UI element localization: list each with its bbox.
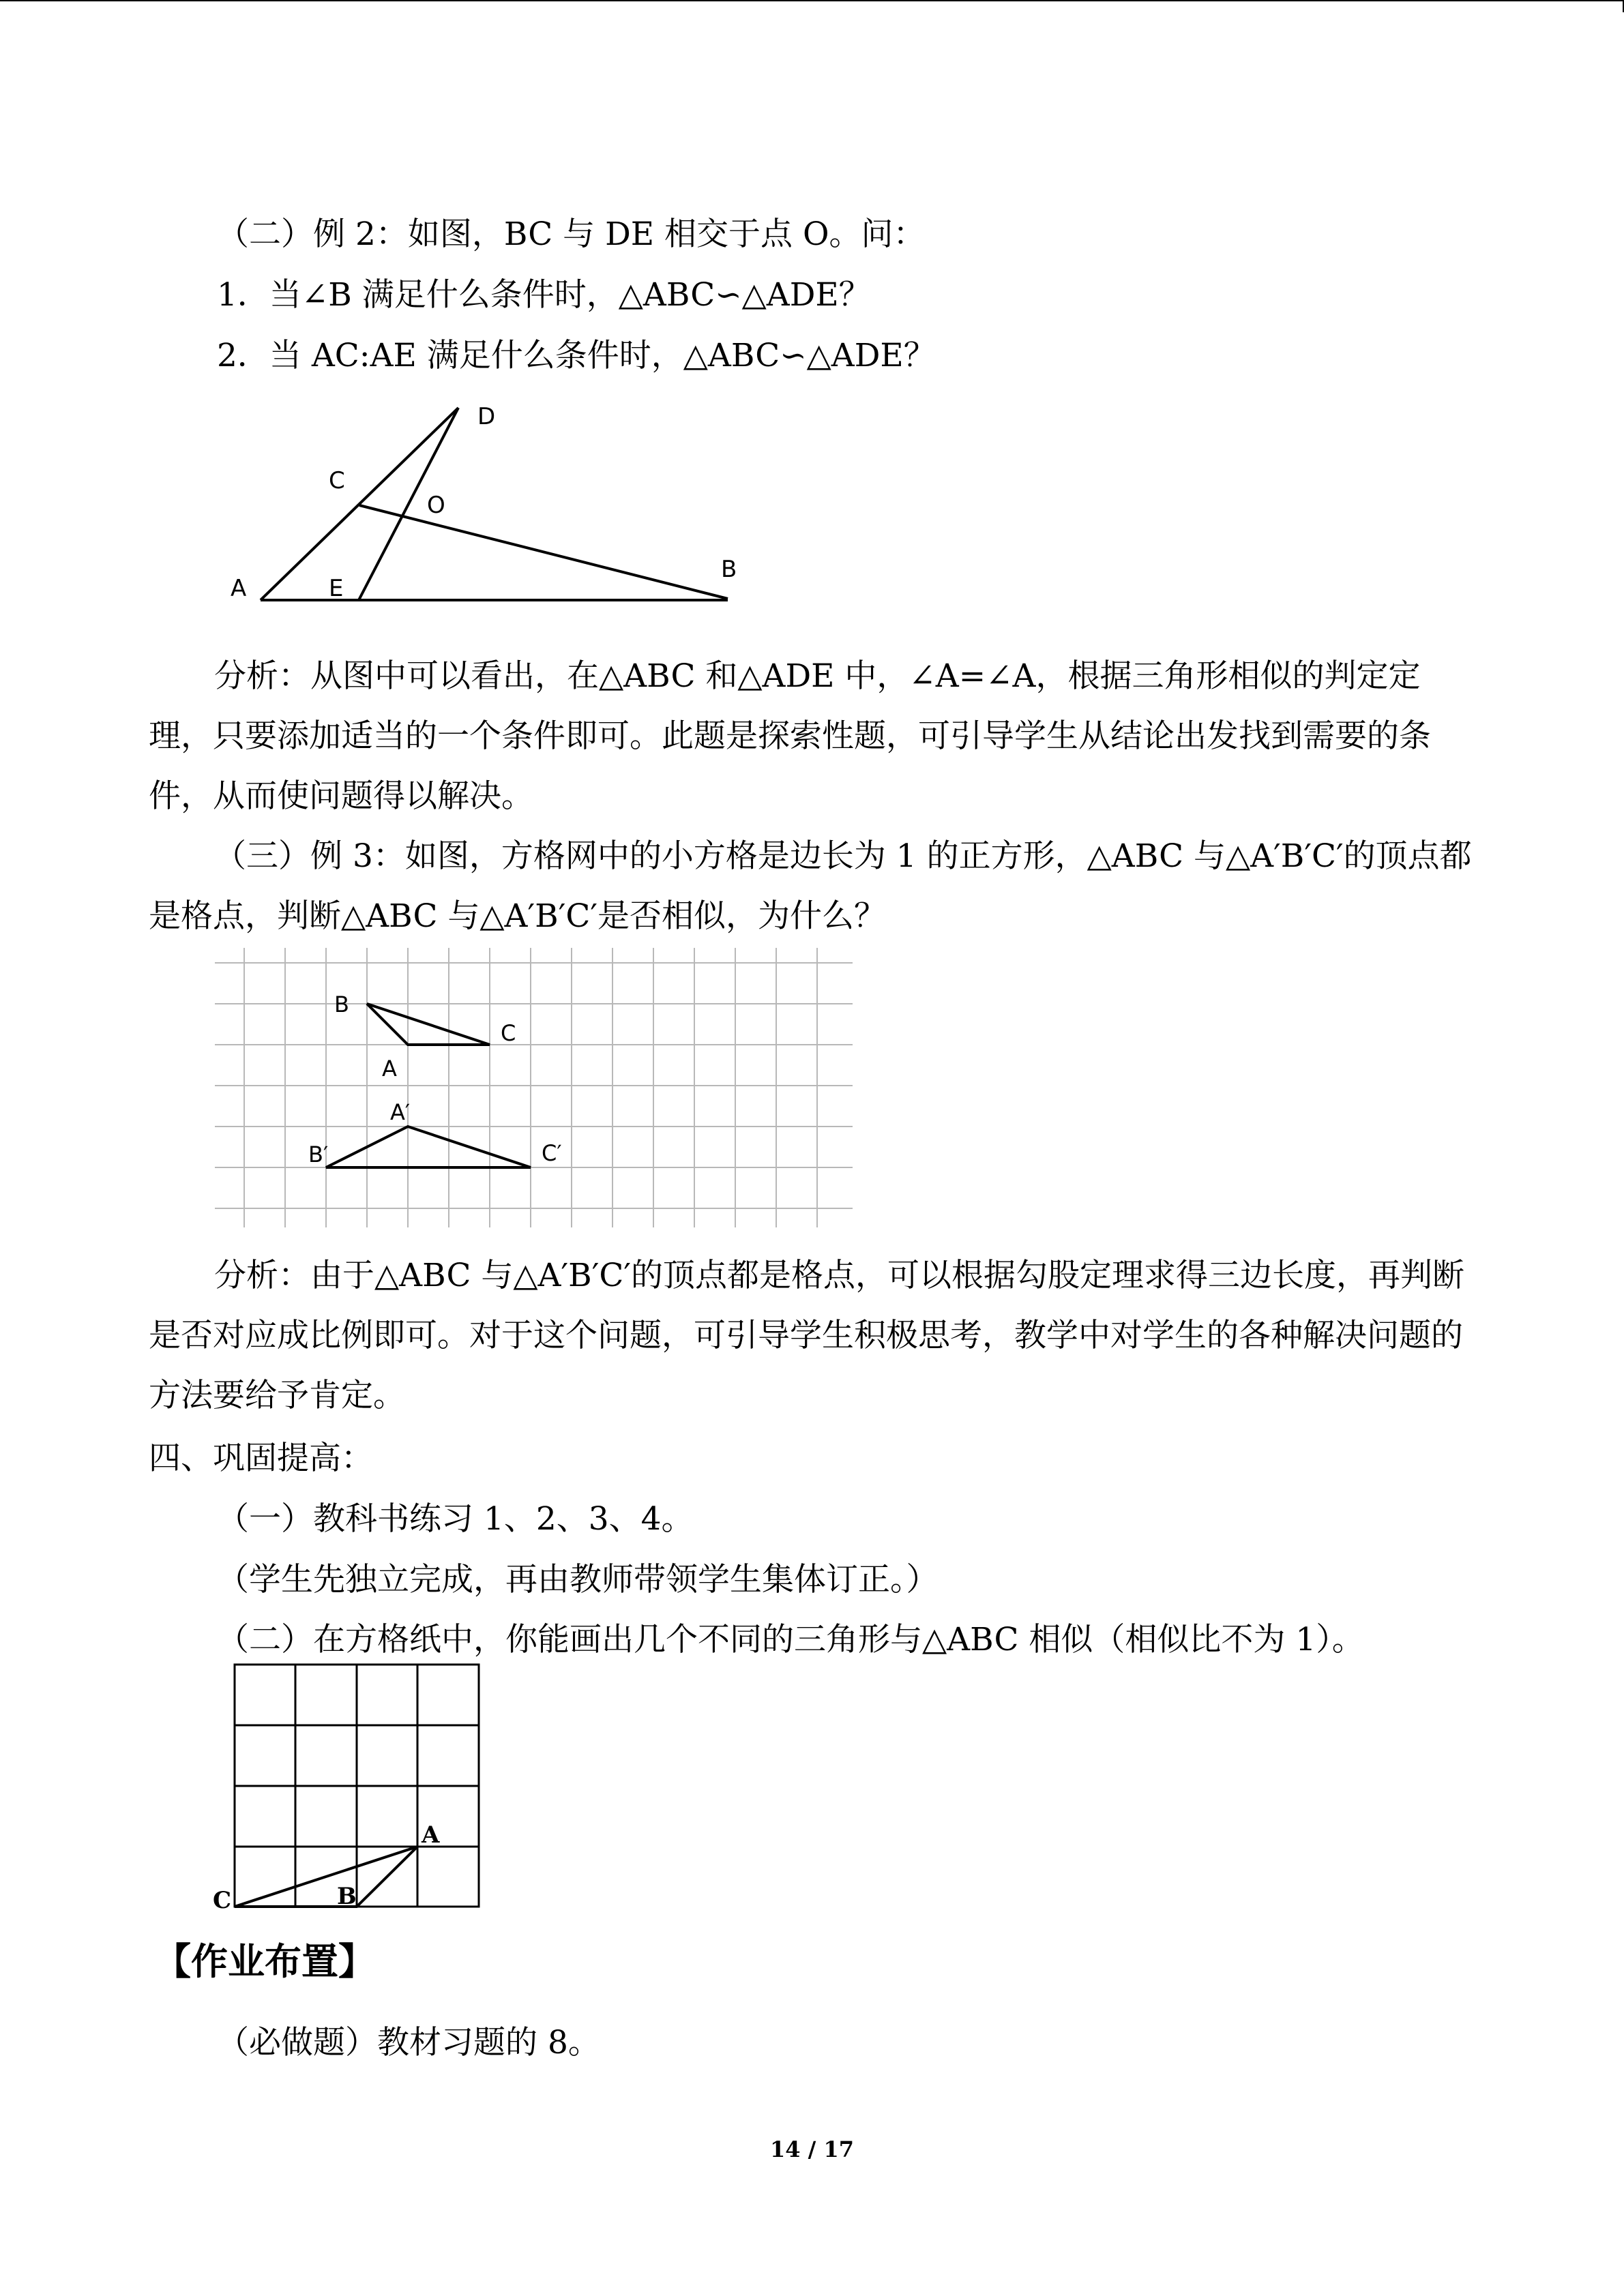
section4-item-1: （一）教科书练习 1、2、3、4。 <box>217 1500 694 1538</box>
example2-title: （二）例 2：如图，BC 与 DE 相交于点 O。问： <box>217 215 926 253</box>
homework-required: （必做题）教材习题的 8。 <box>217 2024 600 2061</box>
section4-item-2: （二）在方格纸中，你能画出几个不同的三角形与△ABC 相似（相似比不为 1）。 <box>217 1621 1364 1658</box>
triangle-ABC <box>235 1847 417 1907</box>
section4-heading: 四、巩固提高： <box>149 1440 373 1477</box>
label-C-prime: C′ <box>542 1140 562 1166</box>
example2-question-1: 1．当∠B 满足什么条件时，△ABC∽△ADE？ <box>217 276 871 314</box>
section4-item-1-note: （学生先独立完成，再由教师带领学生集体订正。） <box>217 1561 939 1598</box>
label-E: E <box>329 575 344 602</box>
label-C: C <box>501 1020 516 1046</box>
example3-analysis: 分析：由于△ABC 与△A′B′C′的顶点都是格点，可以根据勾股定理求得三边长度，再判断是否对应成比例即可。对于这个问题，可引导学生积极思考，教学中对学生的各种解决问题的方法要给予肯定。 <box>149 1257 1464 1414</box>
page-number: 14 / 17 <box>769 2136 855 2162</box>
label-A: A <box>422 1821 440 1849</box>
label-C: C <box>213 1887 232 1914</box>
label-A: A <box>231 575 247 602</box>
example2-question-2: 2．当 AC:AE 满足什么条件时，△ABC∽△ADE？ <box>217 337 936 374</box>
example3-title: （三）例 3：如图，方格网中的小方格是边长为 1 的正方形，△ABC 与△A′B′C′的顶点都是格点，判断△ABC 与△A′B′C′是否相似，为什么？ <box>149 837 1472 935</box>
label-O: O <box>427 492 445 519</box>
label-A-prime: A′ <box>390 1099 411 1125</box>
grid-lines <box>235 1665 479 1907</box>
example2-analysis: 分析：从图中可以看出，在△ABC 和△ADE 中，∠A=∠A，根据三角形相似的判定定理，只要添加适当的一个条件即可。此题是探索性题，可引导学生从结论出发找到需要的条件，从而使问题得以解决。 <box>149 657 1431 815</box>
label-B: B <box>337 1883 357 1910</box>
label-D: D <box>477 403 496 430</box>
homework-heading: 【作业布置】 <box>154 1940 375 1983</box>
label-B: B <box>721 556 737 583</box>
label-B: B <box>334 992 349 1017</box>
label-C: C <box>329 467 345 494</box>
label-A: A <box>382 1056 397 1082</box>
label-B-prime: B′ <box>308 1142 329 1167</box>
